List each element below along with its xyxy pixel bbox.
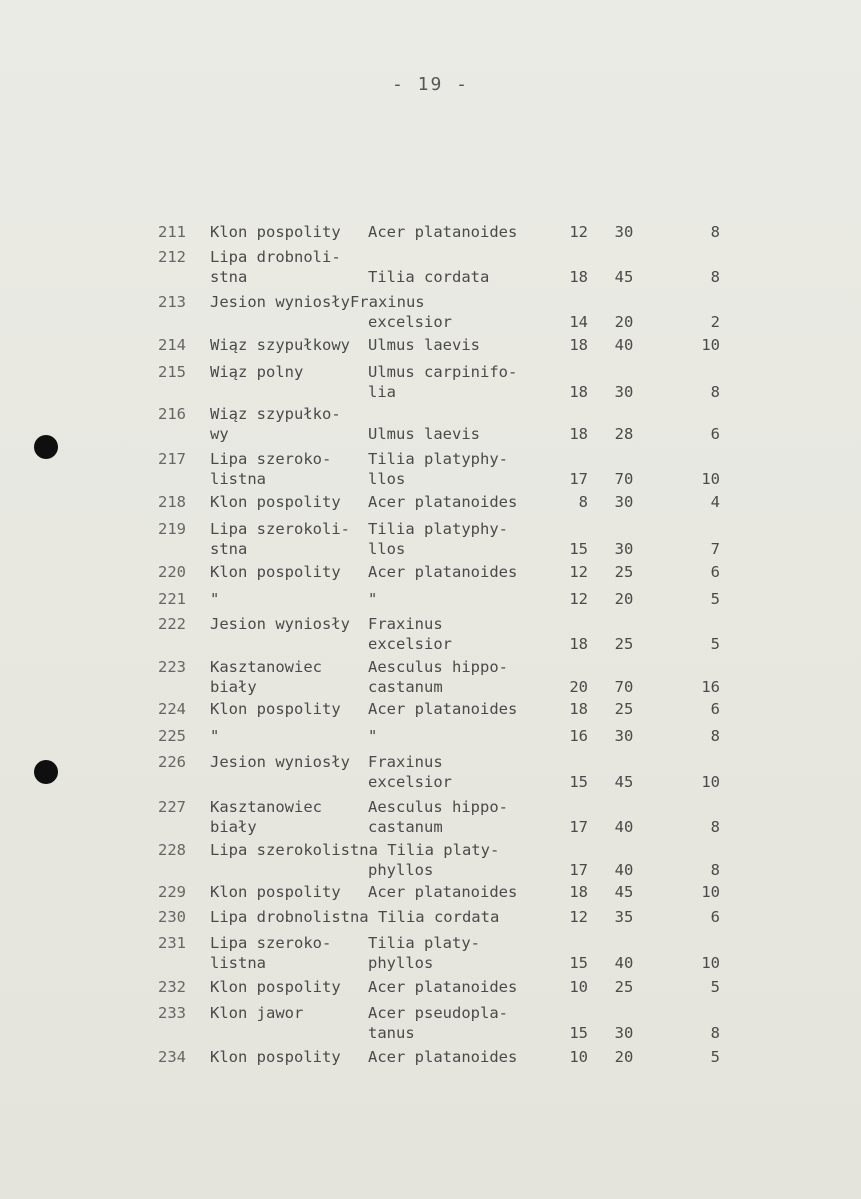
value-b: 40 [614, 954, 634, 972]
value-b: 20 [614, 590, 634, 608]
latin-name-line-1 [368, 247, 558, 267]
latin-name-line-2: castanum [368, 678, 443, 696]
value-b: 30 [614, 493, 634, 511]
latin-name-line-1: Aesculus hippo- [368, 798, 508, 816]
tree-number: 230 [158, 908, 186, 926]
latin-name [368, 699, 558, 719]
latin-name [368, 362, 558, 402]
latin-name [368, 404, 558, 444]
polish-name [210, 726, 385, 746]
polish-name [210, 519, 385, 559]
table-row [0, 752, 861, 800]
tree-number: 221 [158, 590, 186, 608]
polish-name [210, 797, 385, 837]
polish-name [210, 933, 385, 973]
value-b: 45 [614, 883, 634, 901]
tree-number: 219 [158, 520, 186, 538]
value-c: 6 [710, 425, 720, 443]
table-row [0, 449, 861, 497]
value-b: 30 [614, 383, 634, 401]
latin-name-line-1: Acer platanoides [368, 883, 518, 901]
latin-name [368, 726, 558, 746]
value-c: 8 [710, 223, 720, 241]
polish-name [210, 657, 385, 697]
tree-number: 228 [158, 841, 186, 859]
value-c: 8 [710, 861, 720, 879]
value-c: 8 [710, 727, 720, 745]
polish-name-line-1: Klon pospolity [210, 1048, 341, 1066]
latin-name [368, 1047, 558, 1067]
latin-name [368, 519, 558, 559]
table-row [0, 1003, 861, 1051]
value-c: 8 [710, 818, 720, 836]
latin-name [368, 449, 558, 489]
value-a: 18 [569, 700, 588, 718]
polish-name-line-1: Klon jawor [210, 1004, 304, 1022]
value-b: 40 [614, 818, 634, 836]
tree-number: 215 [158, 363, 186, 381]
value-c: 10 [701, 883, 720, 901]
polish-name-line-2: stna [210, 540, 248, 558]
latin-name [368, 907, 558, 927]
latin-name [368, 614, 558, 654]
polish-name-line-2: wy [210, 425, 229, 443]
latin-name-line-1: Tilia platyphy- [368, 450, 508, 468]
polish-name-line-1: Kasztanowiec [210, 658, 322, 676]
value-a: 16 [569, 727, 588, 745]
latin-name-line-1: Acer pseudopla- [368, 1004, 508, 1022]
latin-name-line-2: phyllos [368, 954, 434, 972]
value-b: 30 [614, 1024, 634, 1042]
tree-number: 218 [158, 493, 186, 511]
polish-name [210, 247, 385, 287]
polish-name-line-1: Lipa szeroko- [210, 450, 332, 468]
polish-name-line-2: biały [210, 818, 257, 836]
value-a: 14 [569, 313, 588, 331]
polish-name [210, 222, 385, 242]
latin-name-line-1: Fraxinus [368, 753, 443, 771]
polish-name-line-1: Lipa drobnoli- [210, 248, 341, 266]
value-a: 18 [569, 336, 588, 354]
polish-name-line-2: listna [210, 470, 266, 488]
value-b: 45 [614, 268, 634, 286]
polish-name [210, 404, 385, 444]
value-b: 20 [614, 1048, 634, 1066]
value-c: 16 [701, 678, 720, 696]
polish-name-line-1: Klon pospolity [210, 563, 341, 581]
value-a: 10 [569, 978, 588, 996]
value-c: 10 [701, 773, 720, 791]
value-b: 25 [614, 635, 634, 653]
value-a: 20 [569, 678, 588, 696]
polish-name-line-1: " [210, 590, 220, 608]
latin-name-line-1: " [368, 727, 378, 745]
latin-name [368, 562, 558, 582]
tree-number: 231 [158, 934, 186, 952]
latin-name-line-1: Fraxinus [368, 615, 443, 633]
polish-name-line-1: Klon pospolity [210, 493, 341, 511]
latin-name-line-2: excelsior [368, 773, 452, 791]
latin-name-line-2: Tilia cordata [368, 268, 490, 286]
latin-name-line-2: llos [368, 470, 406, 488]
value-c: 8 [710, 1024, 720, 1042]
latin-name-line-1: Acer platanoides [368, 223, 518, 241]
polish-name-line-1: Wiąz polny [210, 363, 304, 381]
latin-name-line-1: Acer platanoides [368, 978, 518, 996]
value-a: 8 [578, 493, 588, 511]
tree-number: 232 [158, 978, 186, 996]
polish-name-line-1: Wiąz szypułko- [210, 405, 341, 423]
latin-name-line-1 [368, 292, 558, 312]
table-row [0, 797, 861, 845]
value-a: 15 [569, 773, 588, 791]
latin-name [368, 977, 558, 997]
polish-name [210, 840, 500, 860]
table-row [0, 657, 861, 705]
polish-name-line-1: Klon pospolity [210, 883, 341, 901]
polish-name [210, 449, 385, 489]
value-b: 30 [614, 223, 634, 241]
table-row [0, 362, 861, 410]
value-c: 5 [710, 590, 720, 608]
polish-name-line-1: " [210, 727, 220, 745]
tree-number: 229 [158, 883, 186, 901]
tree-number: 216 [158, 405, 186, 423]
latin-name-line-1: Acer platanoides [368, 563, 518, 581]
latin-name [368, 752, 558, 792]
polish-name-line-1: Kasztanowiec [210, 798, 322, 816]
latin-name-line-2: castanum [368, 818, 443, 836]
value-a: 12 [569, 590, 588, 608]
tree-number: 214 [158, 336, 186, 354]
table-row [0, 292, 861, 340]
tree-number: 213 [158, 293, 186, 311]
polish-name-line-1: Klon pospolity [210, 978, 341, 996]
value-b: 40 [614, 336, 634, 354]
value-a: 15 [569, 954, 588, 972]
tree-number: 223 [158, 658, 186, 676]
value-b: 25 [614, 978, 634, 996]
polish-name-line-1: Jesion wyniosły [210, 615, 350, 633]
table-row [0, 933, 861, 981]
latin-name-line-1: Tilia platyphy- [368, 520, 508, 538]
table-row [0, 247, 861, 295]
polish-name [210, 562, 385, 582]
polish-name-line-1: Lipa szeroko- [210, 934, 332, 952]
latin-name-line-1: Ulmus laevis [368, 336, 480, 354]
polish-name-line-1: Wiąz szypułkowy [210, 336, 350, 354]
value-a: 18 [569, 425, 588, 443]
page-number: - 19 - [391, 74, 470, 95]
polish-name-line-2: stna [210, 268, 248, 286]
value-a: 18 [569, 635, 588, 653]
value-c: 10 [701, 954, 720, 972]
value-a: 18 [569, 383, 588, 401]
latin-name [368, 933, 558, 973]
value-c: 10 [701, 336, 720, 354]
value-c: 4 [710, 493, 720, 511]
latin-name-line-1: Aesculus hippo- [368, 658, 508, 676]
table-row [0, 519, 861, 567]
latin-name-line-2: excelsior [368, 313, 452, 331]
value-c: 6 [710, 908, 720, 926]
value-a: 18 [569, 268, 588, 286]
value-a: 15 [569, 540, 588, 558]
polish-name [210, 492, 385, 512]
polish-name [210, 589, 385, 609]
latin-name [368, 657, 558, 697]
polish-name [210, 335, 385, 355]
tree-number: 225 [158, 727, 186, 745]
value-a: 10 [569, 1048, 588, 1066]
table-row [0, 840, 861, 888]
value-a: 12 [569, 908, 588, 926]
polish-name [210, 292, 425, 312]
polish-name-line-1: Jesion wyniosłyFraxinus [210, 293, 425, 311]
latin-name [368, 589, 558, 609]
table-row [0, 1047, 861, 1095]
value-a: 12 [569, 223, 588, 241]
latin-name-line-1: Acer platanoides [368, 700, 518, 718]
latin-name-line-1: " [368, 590, 378, 608]
polish-name-line-1: Lipa szerokolistna Tilia platy- [210, 841, 500, 859]
value-c: 8 [710, 268, 720, 286]
value-b: 45 [614, 773, 634, 791]
latin-name [368, 335, 558, 355]
tree-number: 217 [158, 450, 186, 468]
value-b: 25 [614, 700, 634, 718]
tree-number: 222 [158, 615, 186, 633]
value-b: 70 [614, 678, 634, 696]
polish-name [210, 977, 385, 997]
latin-name [368, 492, 558, 512]
value-c: 5 [710, 635, 720, 653]
tree-number: 212 [158, 248, 186, 266]
latin-name-line-2: llos [368, 540, 406, 558]
polish-name-line-1: Klon pospolity [210, 700, 341, 718]
latin-name-line-2: lia [368, 383, 396, 401]
latin-name [368, 797, 558, 837]
value-c: 6 [710, 563, 720, 581]
value-a: 17 [569, 818, 588, 836]
value-a: 15 [569, 1024, 588, 1042]
polish-name-line-1: Lipa drobnolistna Tilia cordata [210, 908, 500, 926]
latin-name-line-1 [368, 840, 558, 860]
value-c: 7 [710, 540, 720, 558]
latin-name-line-2: tanus [368, 1024, 415, 1042]
polish-name [210, 882, 385, 902]
tree-number: 224 [158, 700, 186, 718]
polish-name [210, 907, 500, 927]
value-b: 30 [614, 727, 634, 745]
polish-name-line-1: Klon pospolity [210, 223, 341, 241]
value-a: 17 [569, 470, 588, 488]
latin-name-line-1: Acer platanoides [368, 1048, 518, 1066]
value-c: 2 [710, 313, 720, 331]
value-c: 6 [710, 700, 720, 718]
value-b: 28 [614, 425, 634, 443]
latin-name-line-2: phyllos [368, 861, 434, 879]
tree-number: 227 [158, 798, 186, 816]
polish-name-line-1: Jesion wyniosły [210, 753, 350, 771]
latin-name-line-1 [368, 404, 558, 424]
latin-name [368, 1003, 558, 1043]
latin-name-line-1: Ulmus carpinifo- [368, 363, 518, 381]
latin-name-line-1 [368, 907, 558, 927]
polish-name [210, 699, 385, 719]
value-b: 40 [614, 861, 634, 879]
value-b: 35 [614, 908, 634, 926]
latin-name-line-2: Ulmus laevis [368, 425, 480, 443]
value-b: 25 [614, 563, 634, 581]
latin-name [368, 882, 558, 902]
latin-name [368, 247, 558, 287]
polish-name-line-2: biały [210, 678, 257, 696]
tree-number: 234 [158, 1048, 186, 1066]
value-a: 12 [569, 563, 588, 581]
value-c: 5 [710, 1048, 720, 1066]
value-b: 30 [614, 540, 634, 558]
table-row [0, 614, 861, 662]
polish-name-line-2: listna [210, 954, 266, 972]
polish-name [210, 1047, 385, 1067]
latin-name [368, 840, 558, 880]
latin-name-line-1: Acer platanoides [368, 493, 518, 511]
polish-name [210, 362, 385, 382]
latin-name-line-1: Tilia platy- [368, 934, 480, 952]
tree-number: 211 [158, 223, 186, 241]
polish-name [210, 752, 385, 772]
table-row [0, 404, 861, 452]
latin-name [368, 292, 558, 332]
tree-number: 233 [158, 1004, 186, 1022]
polish-name-line-1: Lipa szerokoli- [210, 520, 350, 538]
value-c: 10 [701, 470, 720, 488]
polish-name [210, 614, 385, 634]
polish-name [210, 1003, 385, 1023]
value-b: 70 [614, 470, 634, 488]
tree-number: 226 [158, 753, 186, 771]
value-c: 5 [710, 978, 720, 996]
latin-name [368, 222, 558, 242]
tree-number: 220 [158, 563, 186, 581]
value-c: 8 [710, 383, 720, 401]
value-a: 17 [569, 861, 588, 879]
value-b: 20 [614, 313, 634, 331]
value-a: 18 [569, 883, 588, 901]
latin-name-line-2: excelsior [368, 635, 452, 653]
